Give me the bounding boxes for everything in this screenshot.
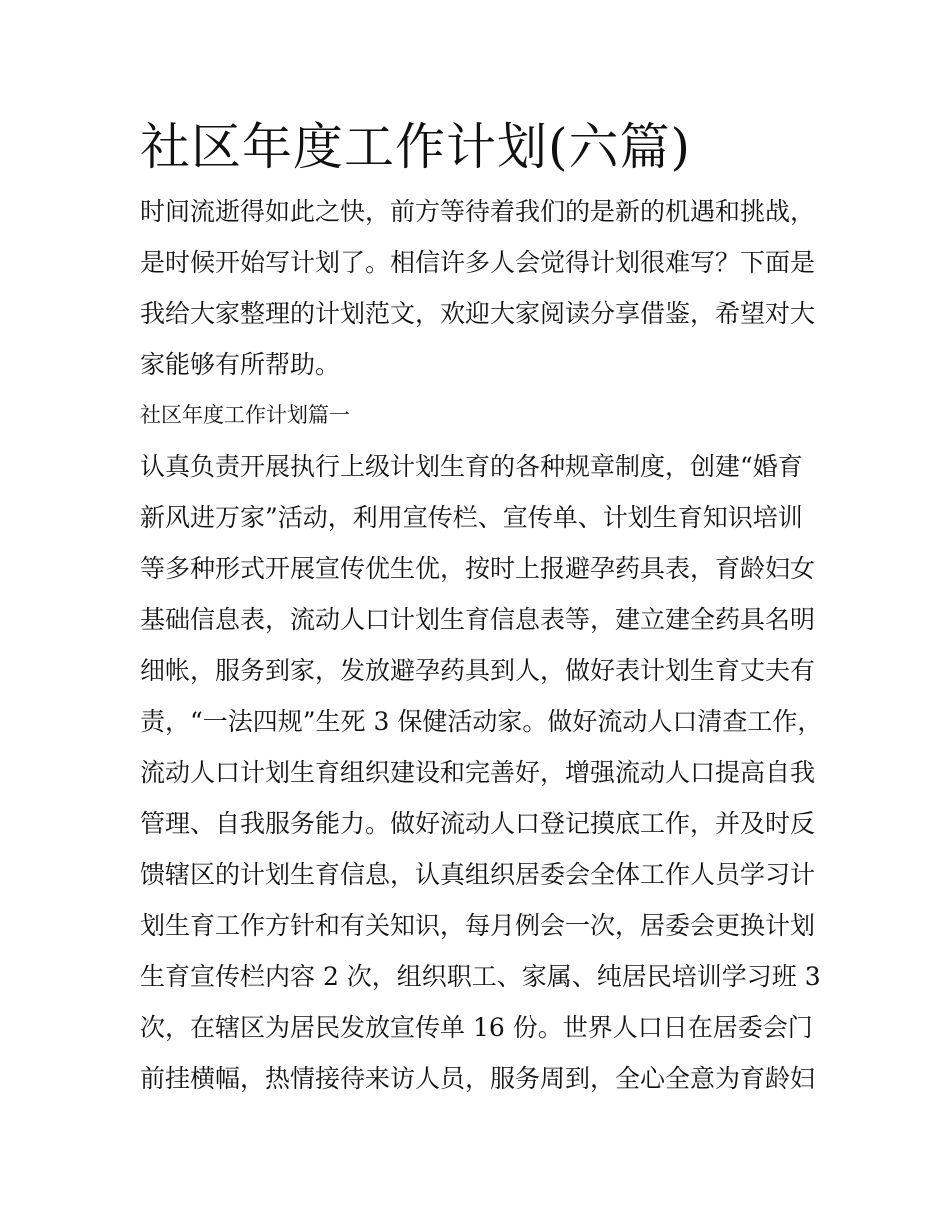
intro-line: 家能够有所帮助。	[140, 350, 341, 379]
body-line: 责，“一法四规”生死 3 保健活动家。做好流动人口清查工作，	[140, 707, 823, 736]
intro-line: 我给大家整理的计划范文，欢迎大家阅读分享借鉴，希望对大	[140, 299, 816, 328]
body-line: 流动人口计划生育组织建设和完善好，增强流动人口提高自我	[140, 758, 816, 787]
body-line: 馈辖区的计划生育信息，认真组织居委会全体工作人员学习计	[140, 860, 816, 889]
intro-line: 是时候开始写计划了。相信许多人会觉得计划很难写？下面是	[140, 248, 816, 277]
body-line: 细帐，服务到家，发放避孕药具到人，做好表计划生育丈夫有	[140, 656, 816, 685]
body-line: 划生育工作方针和有关知识，每月例会一次，居委会更换计划	[140, 911, 816, 940]
document-page	[140, 108, 823, 1104]
body-line: 管理、自我服务能力。做好流动人口登记摸底工作，并及时反	[140, 809, 816, 838]
body-paragraph	[140, 441, 823, 1104]
body-line: 基础信息表，流动人口计划生育信息表等，建立建全药具名明	[140, 605, 816, 634]
body-line: 生育宣传栏内容 2 次，组织职工、家属、纯居民培训学习班 3	[140, 962, 821, 991]
body-line: 次，在辖区为居民发放宣传单 16 份。世界人口日在居委会门	[140, 1013, 813, 1042]
section-heading: 社区年度工作计划篇一	[140, 403, 350, 427]
intro-line: 时间流逝得如此之快，前方等待着我们的是新的机遇和挑战，	[140, 197, 816, 226]
body-line: 新风进万家”活动，利用宣传栏、宣传单、计划生育知识培训	[140, 503, 803, 532]
document-title: 社区年度工作计划(六篇)	[140, 118, 692, 176]
intro-paragraph	[140, 186, 820, 390]
body-line: 认真负责开展执行上级计划生育的各种规章制度，创建“婚育	[140, 452, 803, 481]
body-line: 等多种形式开展宣传优生优，按时上报避孕药具表，育龄妇女	[140, 554, 816, 583]
body-line: 前挂横幅，热情接待来访人员，服务周到，全心全意为育龄妇	[140, 1064, 816, 1093]
